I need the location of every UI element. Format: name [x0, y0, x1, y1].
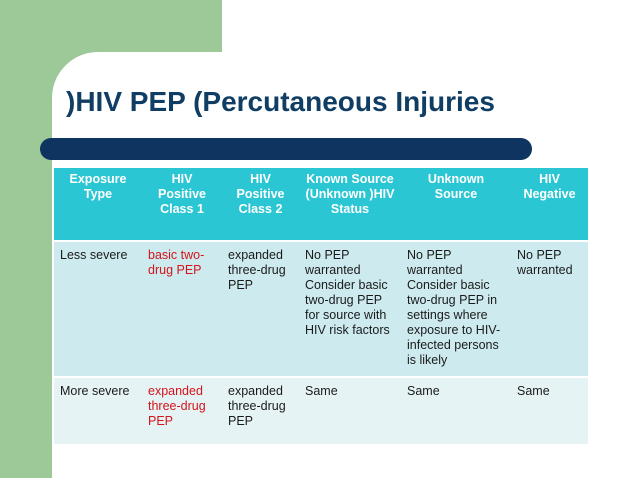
table-cell: Less severe [54, 241, 142, 377]
header-unknown-source: Unknown Source [401, 168, 511, 241]
table-cell: Same [511, 377, 588, 444]
table-row [54, 241, 588, 377]
table-cell: expanded three-drug PEP [222, 241, 299, 377]
header-hiv-positive-class-2: HIV Positive Class 2 [222, 168, 299, 241]
table-cell: No PEP warranted Consider basic two-drug PEP for source with HIV risk factors [299, 241, 401, 377]
table-cell: More severe [54, 377, 142, 444]
table-cell: No PEP warranted [511, 241, 588, 377]
table-cell: expanded three-drug PEP [142, 377, 222, 444]
table-header-row [54, 168, 588, 241]
header-exposure-type: Exposure Type [54, 168, 142, 241]
table-cell: basic two-drug PEP [142, 241, 222, 377]
header-hiv-negative: HIV Negative [511, 168, 588, 241]
pep-table [54, 168, 588, 444]
table-cell: expanded three-drug PEP [222, 377, 299, 444]
slide-title: )HIV PEP (Percutaneous Injuries [66, 86, 495, 117]
title-underline-bar [40, 138, 532, 160]
table-row [54, 377, 588, 444]
table-cell: No PEP warranted Consider basic two-drug PEP in settings where exposure to HIV-infected persons is likely [401, 241, 511, 377]
table-cell: Same [401, 377, 511, 444]
table-cell: Same [299, 377, 401, 444]
header-hiv-positive-class-1: HIV Positive Class 1 [142, 168, 222, 241]
green-left-strip [0, 0, 52, 478]
header-known-source-unknown-status: Known Source (Unknown )HIV Status [299, 168, 401, 241]
